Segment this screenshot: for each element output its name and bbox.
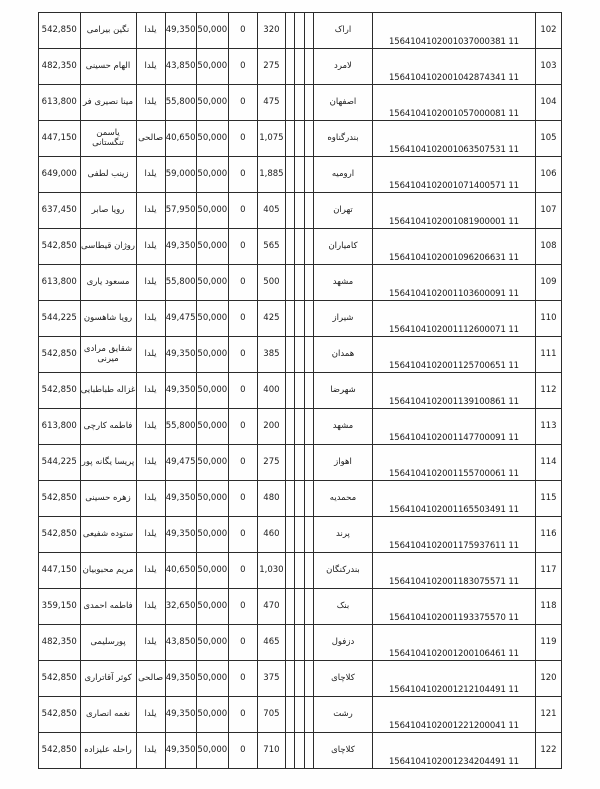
row-contract-cell: یلدا bbox=[136, 193, 165, 229]
row-blank-cell bbox=[285, 193, 294, 229]
table-row bbox=[39, 553, 562, 589]
row-city-cell: ارومیه bbox=[313, 157, 372, 193]
row-index-cell: 119 bbox=[535, 625, 561, 661]
row-name-cell: پورسلیمی bbox=[80, 625, 136, 661]
row-total-cell: 542,850 bbox=[39, 13, 81, 49]
table-row bbox=[39, 49, 562, 85]
row-blank-cell bbox=[295, 301, 304, 337]
row-blank-cell bbox=[304, 229, 313, 265]
row-contract-cell: یلدا bbox=[136, 409, 165, 445]
row-total-cell: 613,800 bbox=[39, 265, 81, 301]
row-zero-cell: 0 bbox=[228, 409, 257, 445]
row-city-cell: بنک bbox=[313, 589, 372, 625]
row-contract-cell: یلدا bbox=[136, 157, 165, 193]
table-row bbox=[39, 337, 562, 373]
row-code-cell: 1564104102001221200041 11 bbox=[373, 697, 536, 733]
row-days-cell: 275 bbox=[257, 445, 285, 481]
row-name-cell: غزاله طباطبایی bbox=[80, 373, 136, 409]
row-code-cell: 1564104102001125700651 11 bbox=[373, 337, 536, 373]
row-blank-cell bbox=[295, 13, 304, 49]
row-zero-cell: 0 bbox=[228, 265, 257, 301]
row-net-cell: 40,650 bbox=[165, 553, 196, 589]
row-total-cell: 542,850 bbox=[39, 697, 81, 733]
table-row bbox=[39, 481, 562, 517]
row-blank-cell bbox=[295, 661, 304, 697]
row-code-cell: 1564104102001175937611 11 bbox=[373, 517, 536, 553]
row-blank-cell bbox=[304, 517, 313, 553]
table-row bbox=[39, 85, 562, 121]
row-days-cell: 275 bbox=[257, 49, 285, 85]
row-total-cell: 544,225 bbox=[39, 445, 81, 481]
row-blank-cell bbox=[285, 157, 294, 193]
table-row bbox=[39, 409, 562, 445]
row-city-cell: شهرضا bbox=[313, 373, 372, 409]
row-code-cell: 1564104102001234204491 11 bbox=[373, 733, 536, 769]
row-blank-cell bbox=[285, 301, 294, 337]
row-index-cell: 106 bbox=[535, 157, 561, 193]
row-code-cell: 1564104102001103600091 11 bbox=[373, 265, 536, 301]
row-blank-cell bbox=[304, 481, 313, 517]
row-blank-cell bbox=[304, 193, 313, 229]
row-city-cell: کامیاران bbox=[313, 229, 372, 265]
row-net-cell: 57,950 bbox=[165, 193, 196, 229]
row-city-cell: لامرد bbox=[313, 49, 372, 85]
row-city-cell: کلاچای bbox=[313, 661, 372, 697]
row-blank-cell bbox=[295, 49, 304, 85]
row-blank-cell bbox=[285, 409, 294, 445]
row-code-cell: 1564104102001139100861 11 bbox=[373, 373, 536, 409]
row-name-cell: مسعود یاری bbox=[80, 265, 136, 301]
row-city-cell: دزفول bbox=[313, 625, 372, 661]
row-city-cell: اصفهان bbox=[313, 85, 372, 121]
row-zero-cell: 0 bbox=[228, 301, 257, 337]
table-row bbox=[39, 661, 562, 697]
row-days-cell: 565 bbox=[257, 229, 285, 265]
row-base-cell: 50,000 bbox=[196, 625, 228, 661]
row-total-cell: 542,850 bbox=[39, 229, 81, 265]
row-name-cell: یاسمن تنگستانی bbox=[80, 121, 136, 157]
row-base-cell: 50,000 bbox=[196, 337, 228, 373]
row-total-cell: 542,850 bbox=[39, 481, 81, 517]
row-blank-cell bbox=[295, 121, 304, 157]
row-net-cell: 32,650 bbox=[165, 589, 196, 625]
row-blank-cell bbox=[304, 85, 313, 121]
row-contract-cell: یلدا bbox=[136, 589, 165, 625]
row-days-cell: 375 bbox=[257, 661, 285, 697]
row-zero-cell: 0 bbox=[228, 553, 257, 589]
row-total-cell: 613,800 bbox=[39, 85, 81, 121]
table-row bbox=[39, 193, 562, 229]
row-code-cell: 1564104102001155700061 11 bbox=[373, 445, 536, 481]
row-code-cell: 1564104102001200106461 11 bbox=[373, 625, 536, 661]
row-code-cell: 1564104102001057000081 11 bbox=[373, 85, 536, 121]
row-index-cell: 112 bbox=[535, 373, 561, 409]
row-days-cell: 460 bbox=[257, 517, 285, 553]
row-index-cell: 111 bbox=[535, 337, 561, 373]
row-contract-cell: یلدا bbox=[136, 229, 165, 265]
row-city-cell: بندرگناوه bbox=[313, 121, 372, 157]
row-net-cell: 49,350 bbox=[165, 481, 196, 517]
row-code-cell: 1564104102001183075571 11 bbox=[373, 553, 536, 589]
row-total-cell: 649,000 bbox=[39, 157, 81, 193]
row-blank-cell bbox=[285, 13, 294, 49]
row-net-cell: 49,350 bbox=[165, 229, 196, 265]
row-name-cell: زهره حسینی bbox=[80, 481, 136, 517]
row-blank-cell bbox=[295, 265, 304, 301]
row-days-cell: 385 bbox=[257, 337, 285, 373]
row-blank-cell bbox=[285, 49, 294, 85]
table-row bbox=[39, 517, 562, 553]
row-blank-cell bbox=[304, 265, 313, 301]
row-city-cell: رشت bbox=[313, 697, 372, 733]
row-base-cell: 50,000 bbox=[196, 373, 228, 409]
row-city-cell: مشهد bbox=[313, 409, 372, 445]
row-name-cell: رویا صابر bbox=[80, 193, 136, 229]
row-total-cell: 482,350 bbox=[39, 625, 81, 661]
row-blank-cell bbox=[295, 445, 304, 481]
row-index-cell: 110 bbox=[535, 301, 561, 337]
row-index-cell: 109 bbox=[535, 265, 561, 301]
row-name-cell: فاطمه کارچی bbox=[80, 409, 136, 445]
row-total-cell: 359,150 bbox=[39, 589, 81, 625]
table-row bbox=[39, 121, 562, 157]
row-days-cell: 1,030 bbox=[257, 553, 285, 589]
row-blank-cell bbox=[295, 625, 304, 661]
row-code-cell: 1564104102001165503491 11 bbox=[373, 481, 536, 517]
table-row bbox=[39, 373, 562, 409]
row-base-cell: 50,000 bbox=[196, 193, 228, 229]
row-blank-cell bbox=[304, 697, 313, 733]
row-total-cell: 542,850 bbox=[39, 733, 81, 769]
row-city-cell: اراک bbox=[313, 13, 372, 49]
row-total-cell: 542,850 bbox=[39, 373, 81, 409]
row-base-cell: 50,000 bbox=[196, 265, 228, 301]
row-name-cell: مینا نصیری فر bbox=[80, 85, 136, 121]
row-base-cell: 50,000 bbox=[196, 157, 228, 193]
row-net-cell: 49,475 bbox=[165, 301, 196, 337]
table-row bbox=[39, 589, 562, 625]
row-index-cell: 103 bbox=[535, 49, 561, 85]
row-name-cell: ستوده شفیعی bbox=[80, 517, 136, 553]
row-net-cell: 49,475 bbox=[165, 445, 196, 481]
row-contract-cell: یلدا bbox=[136, 517, 165, 553]
row-net-cell: 43,850 bbox=[165, 49, 196, 85]
row-name-cell: کوثر آقاتراری bbox=[80, 661, 136, 697]
row-blank-cell bbox=[295, 481, 304, 517]
row-net-cell: 49,350 bbox=[165, 13, 196, 49]
row-blank-cell bbox=[304, 409, 313, 445]
row-index-cell: 115 bbox=[535, 481, 561, 517]
row-index-cell: 102 bbox=[535, 13, 561, 49]
row-blank-cell bbox=[285, 697, 294, 733]
row-city-cell: تهران bbox=[313, 193, 372, 229]
row-blank-cell bbox=[304, 157, 313, 193]
row-contract-cell: یلدا bbox=[136, 697, 165, 733]
row-contract-cell: یلدا bbox=[136, 85, 165, 121]
row-index-cell: 120 bbox=[535, 661, 561, 697]
row-zero-cell: 0 bbox=[228, 697, 257, 733]
row-blank-cell bbox=[304, 661, 313, 697]
row-code-cell: 1564104102001212104491 11 bbox=[373, 661, 536, 697]
row-net-cell: 59,000 bbox=[165, 157, 196, 193]
row-city-cell: کلاچای bbox=[313, 733, 372, 769]
row-base-cell: 50,000 bbox=[196, 517, 228, 553]
table-row bbox=[39, 157, 562, 193]
row-blank-cell bbox=[304, 121, 313, 157]
row-city-cell: شیراز bbox=[313, 301, 372, 337]
row-base-cell: 50,000 bbox=[196, 49, 228, 85]
row-zero-cell: 0 bbox=[228, 121, 257, 157]
row-total-cell: 482,350 bbox=[39, 49, 81, 85]
row-zero-cell: 0 bbox=[228, 229, 257, 265]
row-net-cell: 43,850 bbox=[165, 625, 196, 661]
row-days-cell: 705 bbox=[257, 697, 285, 733]
row-total-cell: 613,800 bbox=[39, 409, 81, 445]
row-contract-cell: یلدا bbox=[136, 733, 165, 769]
row-total-cell: 542,850 bbox=[39, 337, 81, 373]
row-code-cell: 1564104102001147700091 11 bbox=[373, 409, 536, 445]
row-days-cell: 500 bbox=[257, 265, 285, 301]
row-base-cell: 50,000 bbox=[196, 301, 228, 337]
row-blank-cell bbox=[295, 193, 304, 229]
row-blank-cell bbox=[295, 409, 304, 445]
row-blank-cell bbox=[295, 337, 304, 373]
row-contract-cell: یلدا bbox=[136, 301, 165, 337]
row-zero-cell: 0 bbox=[228, 49, 257, 85]
table-body bbox=[39, 13, 562, 769]
row-zero-cell: 0 bbox=[228, 625, 257, 661]
row-net-cell: 55,800 bbox=[165, 265, 196, 301]
table-row bbox=[39, 697, 562, 733]
row-blank-cell bbox=[285, 121, 294, 157]
row-zero-cell: 0 bbox=[228, 517, 257, 553]
row-blank-cell bbox=[304, 589, 313, 625]
payment-table bbox=[38, 12, 562, 769]
row-days-cell: 1,885 bbox=[257, 157, 285, 193]
row-zero-cell: 0 bbox=[228, 373, 257, 409]
row-city-cell: بندرکنگان bbox=[313, 553, 372, 589]
row-zero-cell: 0 bbox=[228, 13, 257, 49]
row-code-cell: 1564104102001096206631 11 bbox=[373, 229, 536, 265]
row-total-cell: 542,850 bbox=[39, 517, 81, 553]
row-contract-cell: یلدا bbox=[136, 481, 165, 517]
row-contract-cell: یلدا bbox=[136, 373, 165, 409]
row-days-cell: 480 bbox=[257, 481, 285, 517]
row-name-cell: شقایق مرادی میرنی bbox=[80, 337, 136, 373]
row-blank-cell bbox=[304, 445, 313, 481]
row-index-cell: 121 bbox=[535, 697, 561, 733]
row-blank-cell bbox=[285, 265, 294, 301]
row-blank-cell bbox=[285, 229, 294, 265]
row-days-cell: 425 bbox=[257, 301, 285, 337]
table-row bbox=[39, 13, 562, 49]
row-days-cell: 465 bbox=[257, 625, 285, 661]
row-contract-cell: یلدا bbox=[136, 265, 165, 301]
row-code-cell: 1564104102001063507531 11 bbox=[373, 121, 536, 157]
row-contract-cell: یلدا bbox=[136, 553, 165, 589]
row-index-cell: 118 bbox=[535, 589, 561, 625]
row-blank-cell bbox=[295, 517, 304, 553]
row-base-cell: 50,000 bbox=[196, 481, 228, 517]
table-row bbox=[39, 625, 562, 661]
row-blank-cell bbox=[304, 553, 313, 589]
row-name-cell: راحله علیزاده bbox=[80, 733, 136, 769]
row-name-cell: الهام حسینی bbox=[80, 49, 136, 85]
row-days-cell: 405 bbox=[257, 193, 285, 229]
row-code-cell: 1564104102001112600071 11 bbox=[373, 301, 536, 337]
row-blank-cell bbox=[304, 373, 313, 409]
row-index-cell: 116 bbox=[535, 517, 561, 553]
row-base-cell: 50,000 bbox=[196, 661, 228, 697]
row-index-cell: 105 bbox=[535, 121, 561, 157]
row-name-cell: رویا شاهسون bbox=[80, 301, 136, 337]
row-code-cell: 1564104102001037000381 11 bbox=[373, 13, 536, 49]
row-blank-cell bbox=[295, 733, 304, 769]
row-blank-cell bbox=[285, 373, 294, 409]
row-days-cell: 200 bbox=[257, 409, 285, 445]
row-net-cell: 40,650 bbox=[165, 121, 196, 157]
row-name-cell: نغمه انصاری bbox=[80, 697, 136, 733]
row-blank-cell bbox=[295, 589, 304, 625]
row-days-cell: 470 bbox=[257, 589, 285, 625]
row-total-cell: 637,450 bbox=[39, 193, 81, 229]
row-contract-cell: یلدا bbox=[136, 49, 165, 85]
row-blank-cell bbox=[295, 85, 304, 121]
row-days-cell: 400 bbox=[257, 373, 285, 409]
table-row bbox=[39, 265, 562, 301]
row-code-cell: 1564104102001193375570 11 bbox=[373, 589, 536, 625]
row-city-cell: اهواز bbox=[313, 445, 372, 481]
row-zero-cell: 0 bbox=[228, 157, 257, 193]
row-total-cell: 544,225 bbox=[39, 301, 81, 337]
table-row bbox=[39, 445, 562, 481]
row-net-cell: 49,350 bbox=[165, 373, 196, 409]
row-index-cell: 114 bbox=[535, 445, 561, 481]
row-contract-cell: یلدا bbox=[136, 625, 165, 661]
row-days-cell: 1,075 bbox=[257, 121, 285, 157]
row-city-cell: همدان bbox=[313, 337, 372, 373]
row-city-cell: مشهد bbox=[313, 265, 372, 301]
row-zero-cell: 0 bbox=[228, 589, 257, 625]
row-blank-cell bbox=[304, 13, 313, 49]
row-net-cell: 55,800 bbox=[165, 85, 196, 121]
row-name-cell: روژان قیطاسی bbox=[80, 229, 136, 265]
row-days-cell: 320 bbox=[257, 13, 285, 49]
row-blank-cell bbox=[285, 85, 294, 121]
row-blank-cell bbox=[285, 661, 294, 697]
row-base-cell: 50,000 bbox=[196, 121, 228, 157]
row-index-cell: 122 bbox=[535, 733, 561, 769]
row-net-cell: 49,350 bbox=[165, 733, 196, 769]
row-blank-cell bbox=[304, 301, 313, 337]
row-base-cell: 50,000 bbox=[196, 85, 228, 121]
row-name-cell: مریم محبوبیان bbox=[80, 553, 136, 589]
row-blank-cell bbox=[285, 625, 294, 661]
row-base-cell: 50,000 bbox=[196, 589, 228, 625]
row-blank-cell bbox=[295, 553, 304, 589]
row-zero-cell: 0 bbox=[228, 481, 257, 517]
table-row bbox=[39, 733, 562, 769]
row-index-cell: 113 bbox=[535, 409, 561, 445]
row-zero-cell: 0 bbox=[228, 661, 257, 697]
row-total-cell: 447,150 bbox=[39, 553, 81, 589]
row-blank-cell bbox=[295, 373, 304, 409]
row-base-cell: 50,000 bbox=[196, 697, 228, 733]
row-blank-cell bbox=[285, 337, 294, 373]
row-contract-cell: یلدا bbox=[136, 337, 165, 373]
row-base-cell: 50,000 bbox=[196, 553, 228, 589]
row-city-cell: محمدیه bbox=[313, 481, 372, 517]
row-blank-cell bbox=[285, 589, 294, 625]
row-blank-cell bbox=[295, 157, 304, 193]
row-base-cell: 50,000 bbox=[196, 733, 228, 769]
table-row bbox=[39, 301, 562, 337]
row-blank-cell bbox=[285, 445, 294, 481]
row-zero-cell: 0 bbox=[228, 733, 257, 769]
row-blank-cell bbox=[285, 733, 294, 769]
row-index-cell: 117 bbox=[535, 553, 561, 589]
row-blank-cell bbox=[295, 697, 304, 733]
row-zero-cell: 0 bbox=[228, 193, 257, 229]
row-blank-cell bbox=[285, 553, 294, 589]
row-name-cell: پریسا یگانه پور bbox=[80, 445, 136, 481]
row-contract-cell: یلدا bbox=[136, 13, 165, 49]
row-net-cell: 49,350 bbox=[165, 337, 196, 373]
row-code-cell: 1564104102001042874341 11 bbox=[373, 49, 536, 85]
row-days-cell: 475 bbox=[257, 85, 285, 121]
row-code-cell: 1564104102001081900001 11 bbox=[373, 193, 536, 229]
row-blank-cell bbox=[304, 49, 313, 85]
row-blank-cell bbox=[295, 229, 304, 265]
row-zero-cell: 0 bbox=[228, 337, 257, 373]
row-index-cell: 104 bbox=[535, 85, 561, 121]
row-total-cell: 447,150 bbox=[39, 121, 81, 157]
row-base-cell: 50,000 bbox=[196, 409, 228, 445]
row-net-cell: 49,350 bbox=[165, 697, 196, 733]
row-blank-cell bbox=[304, 733, 313, 769]
row-name-cell: فاطمه احمدی bbox=[80, 589, 136, 625]
row-zero-cell: 0 bbox=[228, 445, 257, 481]
row-base-cell: 50,000 bbox=[196, 229, 228, 265]
row-city-cell: پرند bbox=[313, 517, 372, 553]
row-blank-cell bbox=[304, 625, 313, 661]
row-blank-cell bbox=[304, 337, 313, 373]
row-base-cell: 50,000 bbox=[196, 445, 228, 481]
row-name-cell: زینب لطفی bbox=[80, 157, 136, 193]
row-net-cell: 49,350 bbox=[165, 661, 196, 697]
row-contract-cell: صالحی bbox=[136, 121, 165, 157]
row-code-cell: 1564104102001071400571 11 bbox=[373, 157, 536, 193]
row-zero-cell: 0 bbox=[228, 85, 257, 121]
table-row bbox=[39, 229, 562, 265]
row-days-cell: 710 bbox=[257, 733, 285, 769]
row-net-cell: 49,350 bbox=[165, 517, 196, 553]
row-contract-cell: یلدا bbox=[136, 445, 165, 481]
row-name-cell: نگین بیرامی bbox=[80, 13, 136, 49]
row-base-cell: 50,000 bbox=[196, 13, 228, 49]
row-total-cell: 542,850 bbox=[39, 661, 81, 697]
row-index-cell: 107 bbox=[535, 193, 561, 229]
row-contract-cell: صالحی bbox=[136, 661, 165, 697]
row-net-cell: 55,800 bbox=[165, 409, 196, 445]
row-index-cell: 108 bbox=[535, 229, 561, 265]
row-blank-cell bbox=[285, 481, 294, 517]
row-blank-cell bbox=[285, 517, 294, 553]
